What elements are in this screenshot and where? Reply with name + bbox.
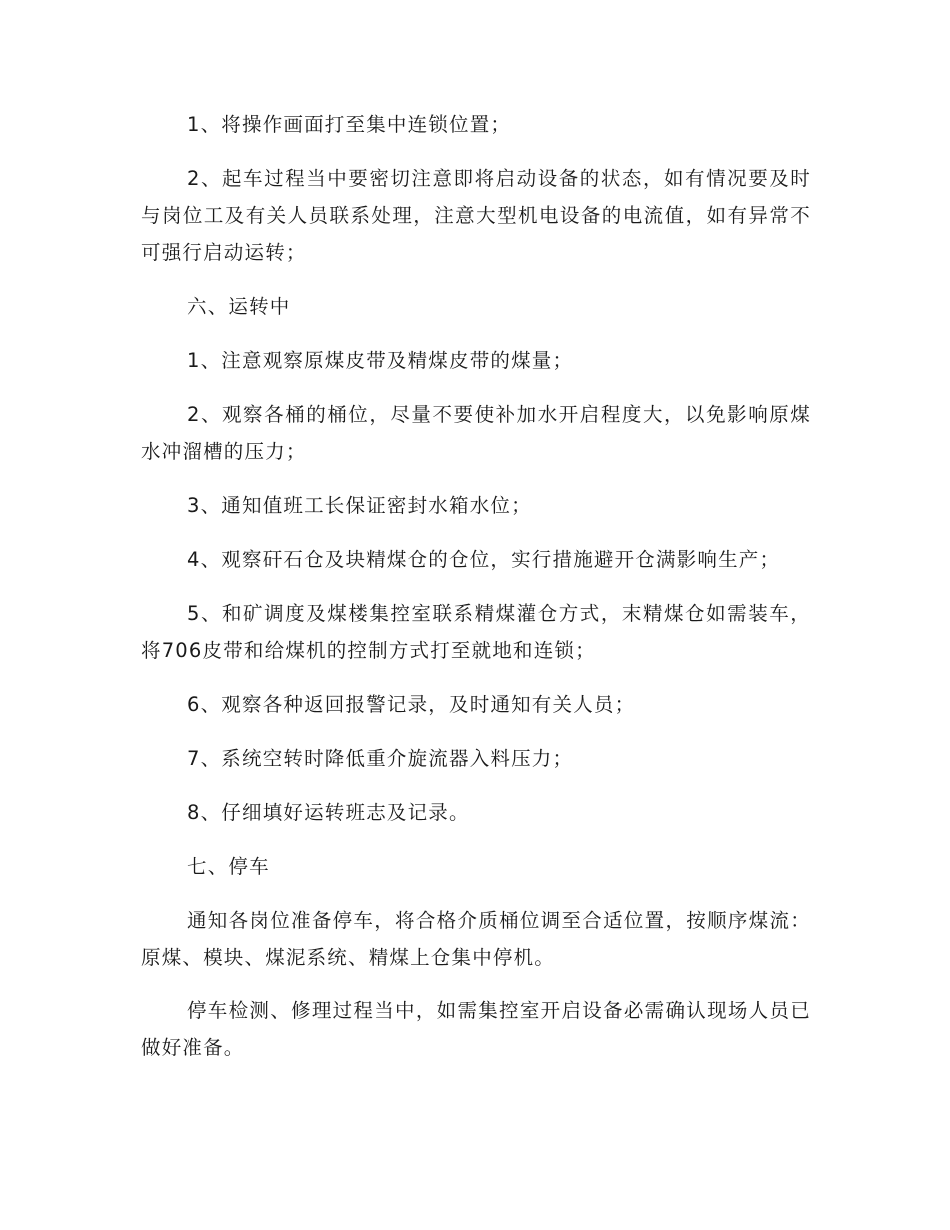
paragraph-running-4: 4、观察矸石仓及块精煤仓的仓位，实行措施避开仓满影响生产； bbox=[187, 548, 781, 571]
paragraph-running-3: 3、通知值班工长保证密封水箱水位； bbox=[187, 494, 532, 517]
paragraph-running-6: 6、观察各种返回报警记录，及时通知有关人员； bbox=[187, 693, 636, 716]
section-heading-running: 六、运转中 bbox=[187, 295, 291, 318]
paragraph-stop-notice: 通知各岗位准备停车，将合格介质桶位调至合适位置，按顺序煤流：原煤、模块、煤泥系统、精煤上仓集中停机。 bbox=[141, 909, 811, 969]
paragraph-step-2-startup: 2、起车过程当中要密切注意即将启动设备的状态，如有情况要及时与岗位工及有关人员联系处理，注意大型机电设备的电流值，如有异常不可强行启动运转； bbox=[141, 167, 811, 264]
paragraph-running-7: 7、系统空转时降低重介旋流器入料压力； bbox=[187, 747, 574, 770]
paragraph-stop-maintenance: 停车检测、修理过程当中，如需集控室开启设备必需确认现场人员已做好准备。 bbox=[141, 999, 811, 1059]
section-heading-stop: 七、停车 bbox=[187, 855, 270, 878]
paragraph-step-1-interface: 1、将操作画面打至集中连锁位置； bbox=[187, 113, 512, 136]
paragraph-running-5: 5、和矿调度及煤楼集控室联系精煤灌仓方式，末精煤仓如需装车，将706皮带和给煤机的控制方式打至就地和连锁； bbox=[141, 602, 811, 662]
paragraph-running-1: 1、注意观察原煤皮带及精煤皮带的煤量； bbox=[187, 349, 574, 372]
paragraph-running-8: 8、仔细填好运转班志及记录。 bbox=[187, 801, 470, 824]
document-body bbox=[141, 106, 811, 1066]
paragraph-running-2: 2、观察各桶的桶位，尽量不要使补加水开启程度大，以免影响原煤水冲溜槽的压力； bbox=[141, 403, 811, 463]
